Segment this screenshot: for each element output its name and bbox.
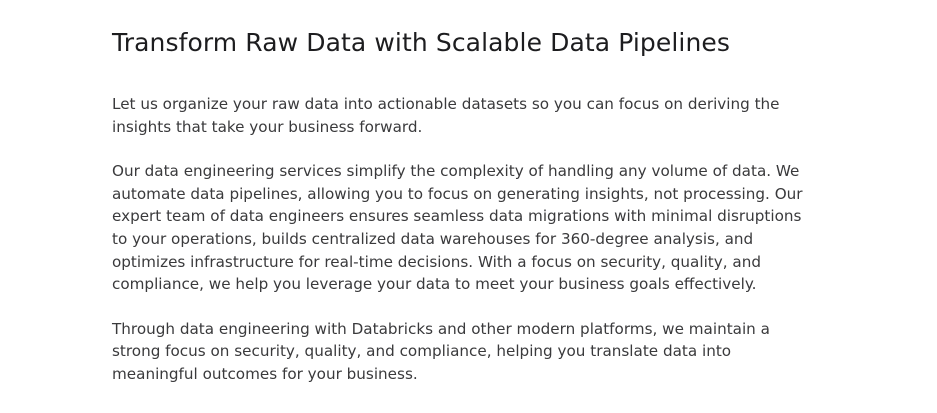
intro-paragraph: Let us organize your raw data into actionable datasets so you can focus on deriving the insights that take your business forward.	[112, 95, 780, 136]
content-section	[112, 28, 812, 386]
databricks-paragraph: Through data engineering with Databricks and other modern platforms, we maintain a strong focus on security, quality, and compliance, helping you translate data into meaningful outcomes for your business.	[112, 319, 770, 383]
section-title: Transform Raw Data with Scalable Data Pipelines	[112, 28, 731, 57]
services-paragraph: Our data engineering services simplify the complexity of handling any volume of data. We automate data pipelines, allowing you to focus on generating insights, not processing. Our expert team of data engineers ensures seamless data migrations with minimal disruptions to your operations, builds centralized data warehouses for 360-degree analysis, and optimizes infrastructure for real-time decisions. With a focus on security, quality, and compliance, we help you leverage your data to meet your business goals effectively.	[112, 162, 803, 294]
